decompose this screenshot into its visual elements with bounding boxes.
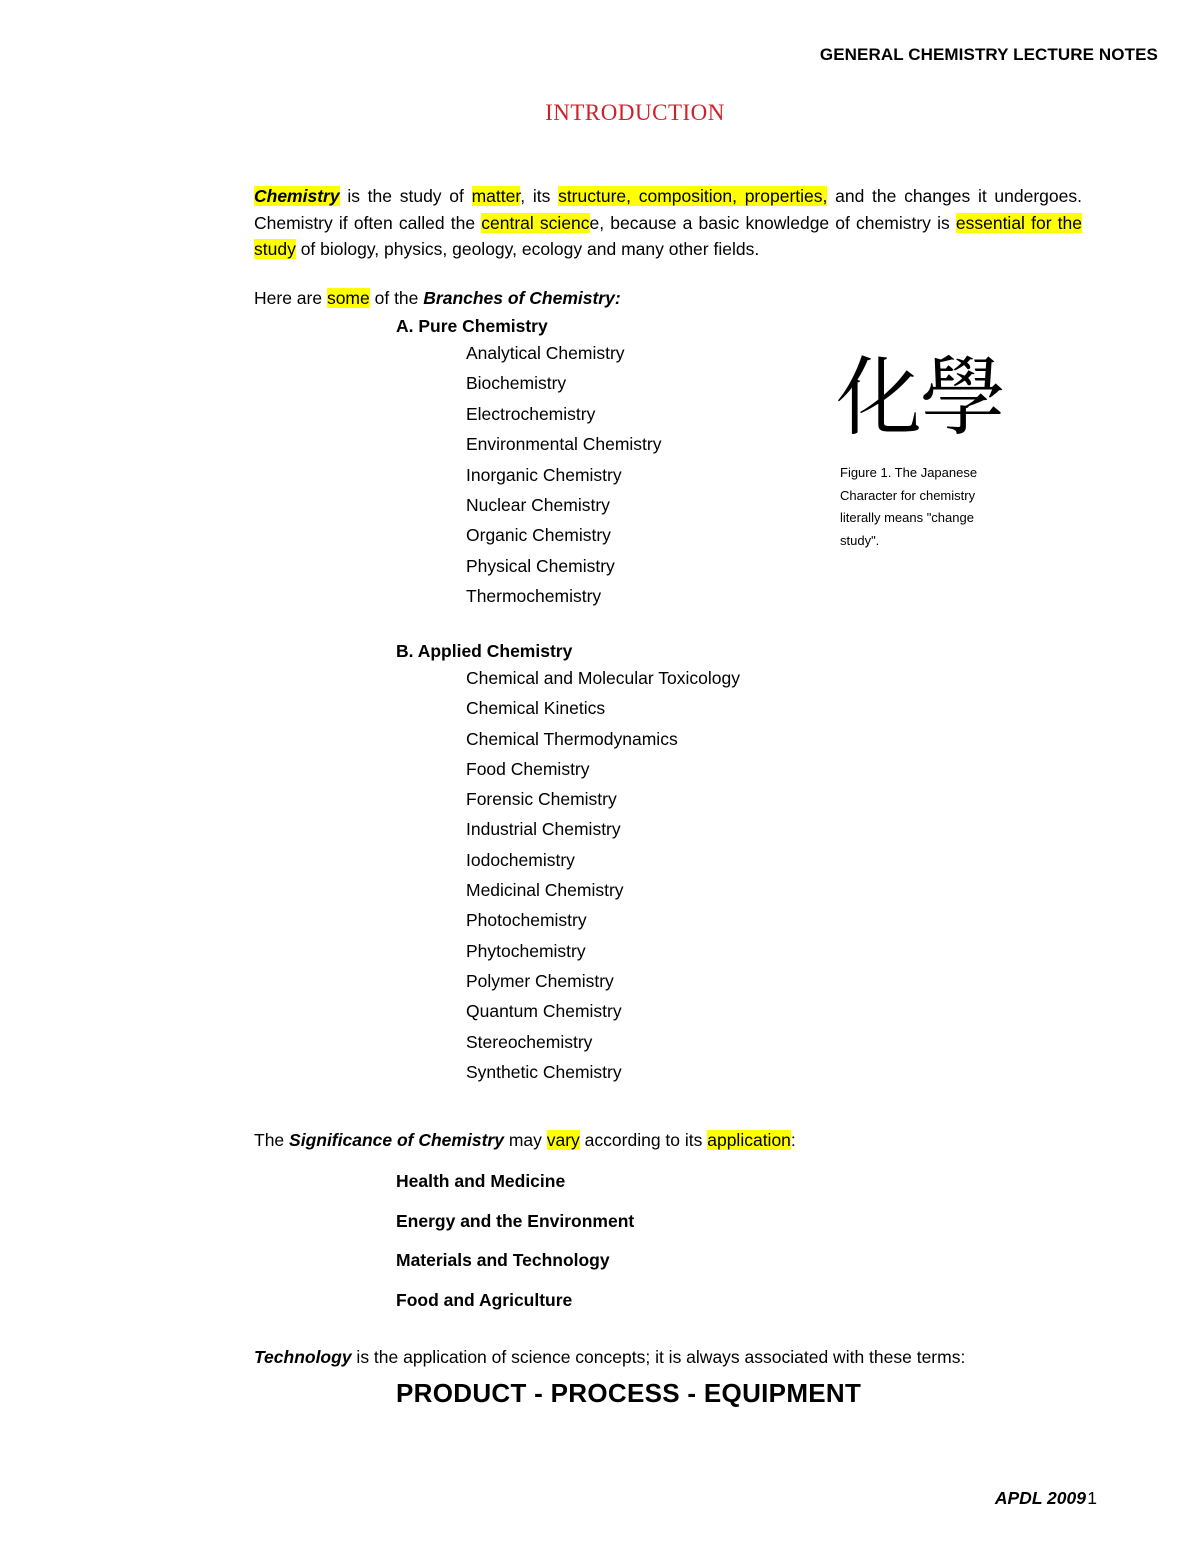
page-title: INTRODUCTION [545,100,725,125]
list-item: Chemical and Molecular Toxicology [466,668,740,688]
list-item: Food and Agriculture [396,1289,573,1310]
list-item: Materials and Technology [396,1250,610,1270]
kanji-figure: 化學 [836,348,1004,448]
running-header: GENERAL CHEMISTRY LECTURE NOTES [819,45,1158,64]
list-item: Thermochemistry [466,586,602,607]
branches-intro: Here are some of the Branches of Chemistry: [254,288,621,308]
list-item: Physical Chemistry [466,555,615,576]
term-significance: Significance of Chemistry [289,1130,504,1150]
product-process-equipment: PRODUCT - PROCESS - EQUIPMENT [396,1378,862,1408]
highlight-application: application [707,1130,791,1150]
list-item: Polymer Chemistry [466,970,614,991]
list-item: Nuclear Chemistry [466,494,610,515]
list-item: Medicinal Chemistry [466,880,624,901]
term-chemistry: Chemistry [254,186,340,206]
page-number: 1 [1087,1488,1097,1508]
technology-sentence: Technology is the application of science concepts; it is always associated with these terms: [254,1347,966,1367]
list-item: Inorganic Chemistry [466,464,622,485]
list-item: Environmental Chemistry [466,434,662,455]
pure-chemistry-heading: A. Pure Chemistry [396,316,548,336]
definition-paragraph: Chemistry is the study of matter, its structure, composition, properties, and the changes it undergoes. Chemistry if often called the central science, because a basic knowledge of chemistry is essential for the study of biology, physics, geology, ecology and many other fields. [254,186,1082,259]
list-item: Chemical Kinetics [466,698,606,719]
significance-sentence: The Significance of Chemistry may vary according to its application: [254,1130,796,1150]
pure-chemistry-list [466,343,661,617]
list-item: Analytical Chemistry [466,343,625,363]
highlight-some: some [326,288,370,308]
applied-chemistry-list [466,668,740,1092]
figure-caption: Figure 1. The Japanese Character for chemistry literally means "change study". [840,465,978,548]
term-technology: Technology [254,1347,352,1367]
list-item: Industrial Chemistry [466,819,621,840]
list-item: Chemical Thermodynamics [466,728,678,749]
list-item: Phytochemistry [466,940,586,961]
list-item: Photochemistry [466,910,587,931]
highlight-structure: structure, composition, properties, [558,186,828,206]
list-item: Quantum Chemistry [466,1001,622,1022]
list-item: Iodochemistry [466,849,575,870]
list-item: Health and Medicine [396,1171,566,1191]
list-item: Food Chemistry [466,758,590,779]
significance-list [396,1171,634,1329]
highlight-essential: essential for the study [254,212,1082,259]
term-branches: Branches of Chemistry: [423,288,621,308]
highlight-vary: vary [546,1130,580,1150]
list-item: Stereochemistry [466,1031,593,1052]
list-item: Energy and the Environment [396,1210,635,1231]
list-item: Electrochemistry [466,403,596,424]
list-item: Organic Chemistry [466,525,611,546]
applied-chemistry-heading: B. Applied Chemistry [396,641,573,661]
list-item: Synthetic Chemistry [466,1061,622,1082]
footer-label: APDL 2009 [994,1488,1086,1508]
highlight-central-science: central scienc [481,212,590,233]
highlight-matter: matter [471,186,521,206]
list-item: Forensic Chemistry [466,789,617,810]
list-item: Biochemistry [466,373,567,394]
